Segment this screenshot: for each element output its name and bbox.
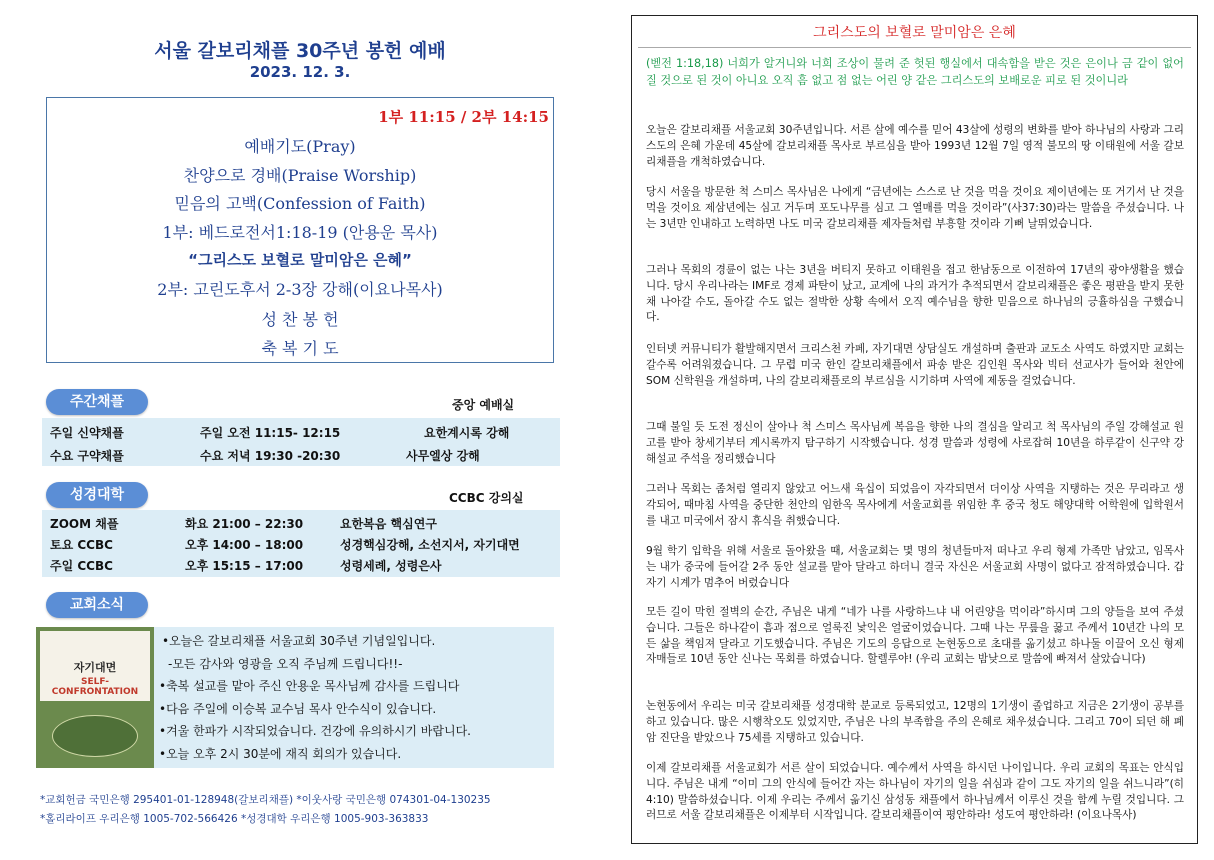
order-item: 축 복 기 도 [261,339,339,358]
book-title-english: SELF-CONFRONTATION [51,677,139,697]
order-item: 1부: 베드로전서1:18-19 (안용운 목사) [162,223,438,242]
service-times: 1부 11:15 / 2부 14:15 [378,108,549,126]
news-list [159,630,471,765]
table-cell: 수요 저녁 19:30 -20:30 [200,449,341,463]
table-cell: ZOOM 채플 [50,517,119,531]
account-info-1: *교회헌금 국민은행 295401-01-128948(갈보리채플) *이웃사랑 국민은행 074301-04-130235 [40,794,491,806]
page-title: 서울 갈보리채플 30주년 봉헌 예배 [154,40,446,62]
article-paragraph: 모든 길이 막힌 절벽의 순간, 주님은 내게 “네가 나를 사랑하느냐 내 어린양을 먹이라”하시며 그의 양들을 보여 주셨습니다. 그들은 하나같이 흠과 점으로 얼룩진 낯익은 얼굴이었습니다. 그때 나는 무릎을 꿇고 주께서 10년간 나의 모든 삶을 책임져 달라고 기도했습니다. 주님은 기도의 응답으로 논현동으로 초대를 옮기셨고 하나둘 이끌어 오신 형제자매들로 10년 동안 신나는 목회를 하였습니다. 할렐루야! (우리 교회는 밤낮으로 말씀에 빠져서 살았습니다) [646,606,1184,666]
news-item: •오늘은 갈보리채플 서울교회 30주년 기념일입니다. [162,634,436,648]
article-title: 그리스도의 보혈로 말미암은 은혜 [813,25,1016,41]
table-cell: 주일 CCBC [50,559,113,573]
article-paragraph: 그러나 목회의 경륜이 없는 나는 3년을 버티지 못하고 이태원을 접고 한남동으로 이전하여 17년의 광야생활을 했습니다. 당시 우리나라는 IMF로 경제 파탄이 났고, 교계에 나의 과거가 추적되면서 갈보리채플은 좋은 평판을 받지 못한 채 나아갈 수도, 돌아갈 수도 없는 절박한 상황 속에서 오직 예수님을 향한 믿음으로 하나님의 긍휼하심을 구했습니다. [646,264,1184,324]
news-item: •겨울 한파가 시작되었습니다. 건강에 유의하시기 바랍니다. [159,724,471,738]
table-cell: 주일 오전 11:15- 12:15 [200,426,341,440]
scripture-verse: (벧전 1:18,18) 너희가 알거니와 너희 조상이 물려 준 헛된 행실에서 대속함을 받은 것은 은이나 금 같이 없어질 것으로 된 것이 아니요 오직 흠 없고 점 없는 어린 양 같은 그리스도의 보배로운 피로 된 것이니라 [646,57,1184,87]
book-cover-image [36,627,154,768]
article-paragraph: 그러나 목회는 좀처럼 열리지 않았고 어느새 육십이 되었음이 자각되면서 더이상 사역을 지탱하는 것은 무리라고 생각되어, 때마침 사역을 중단한 천안의 임한옥 목사에게 서울교회를 위임한 후 중국 청도 해양대학 어학원에 입학원서를 내고 미국에서 잠시 휴식을 취했습니다. [646,483,1184,527]
sermon-title: “그리스도 보혈로 말미암은 은혜” [188,251,412,269]
news-item: •축복 설교를 맡아 주신 안용운 목사님께 감사를 드립니다 [159,679,460,693]
article-paragraph: 그때 불일 듯 도전 정신이 살아나 척 스미스 목사님께 복음을 향한 나의 결심을 알리고 척 목사님의 주일 강해설교 원고를 받아 창세기부터 계시록까지 탐구하기 시작했습니다. 성경 말씀과 성령에 사로잡혀 10년을 하루같이 신구약 강해설교 주석을 정리했습니다 [646,421,1184,465]
book-cover-top [40,631,150,701]
order-item: 예배기도(Pray) [244,137,356,156]
service-date: 2023. 12. 3. [249,63,351,81]
order-of-worship-box [46,97,554,363]
weekly-chapel-label: 주간채플 [46,389,148,415]
college-location: CCBC 강의실 [449,491,524,505]
book-cover-emblem [52,715,138,757]
church-news-label: 교회소식 [46,592,148,618]
order-item: 2부: 고린도후서 2-3장 강해(이요나목사) [157,280,443,299]
table-cell: 성경핵심강해, 소선지서, 자기대면 [340,538,520,552]
table-cell: 화요 21:00 – 22:30 [185,517,304,531]
news-item: -모든 감사와 영광을 오직 주님께 드립니다!!- [168,656,403,671]
order-item: 성 찬 봉 헌 [261,310,339,329]
table-cell: 요한계시록 강해 [424,426,510,440]
news-item: •다음 주일에 이승복 교수님 목사 안수식이 있습니다. [159,701,437,716]
weekly-location: 중앙 예배실 [452,398,515,412]
table-cell: 요한복음 핵심연구 [340,517,437,531]
article-paragraph: 인터넷 커뮤니티가 활발해지면서 크리스천 카페, 자기대면 상담실도 개설하며 출판과 교도소 사역도 하였지만 교회는 갈수록 어려워졌습니다. 그 무렵 미국 한인 갈보리채플에서 파송 받은 김인원 목사와 빅터 선교사가 들어와 천안에 SOM 신학원을 개설하며, 나의 갈보리채플로의 부르심을 시기하며 사역에 제동을 걸었습니다. [646,343,1184,387]
table-cell: 수요 구약채플 [50,449,124,463]
table-cell: 토요 CCBC [50,538,113,552]
title-divider [638,47,1191,48]
table-cell: 주일 신약채플 [50,426,124,440]
account-info-2: *홀리라이프 우리은행 1005-702-566426 *성경대학 우리은행 1005-903-363833 [40,813,429,825]
article-paragraph: 이제 갈보리채플 서울교회가 서른 살이 되었습니다. 예수께서 사역을 하시던 나이입니다. 우리 교회의 목표는 안식입니다. 주님은 내게 “이미 그의 안식에 들어간 자는 하나님이 자기의 일을 쉬심과 같이 그도 자기의 일을 쉬느니라”(히 4:10) 말씀하셨습니다. 이제 우리는 주께서 옮기신 삼성동 채플에서 하나님께서 이루신 것을 함께 누릴 것입니다. 그러므로 서울 갈보리채플은 이제부터 시작입니다. 갈보리채플이여 평안하라! 성도여 평안하라! (이요나목사) [646,762,1184,822]
article-paragraph: 당시 서울을 방문한 척 스미스 목사님은 나에게 “금년에는 스스로 난 것을 먹을 것이요 제이년에는 또 거기서 난 것을 먹을 것이요 제삼년에는 심고 거두며 포도나무를 심고 그 열매를 먹을 것이라”(사37:30)라는 말씀을 주셨습니다. 나는 3년만 인내하고 노력하면 나도 미국 갈보리채플 제자들처럼 부흥할 것이라 기뻐 날뛰었습니다. [646,186,1184,230]
news-item: •오늘 오후 2시 30분에 재직 회의가 있습니다. [159,746,402,761]
bible-college-label: 성경대학 [46,482,148,508]
table-cell: 오후 15:15 – 17:00 [185,559,304,573]
order-item: 믿음의 고백(Confession of Faith) [174,194,426,213]
article-paragraph: 오늘은 갈보리채플 서울교회 30주년입니다. 서른 살에 예수를 믿어 43살에 성령의 변화를 받아 하나님의 사랑과 그리스도의 은혜 가운데 45살에 갈보리채플 목사로 부르심을 받아 1993년 12월 7일 영적 불모의 땅 이태원에 서울 갈보리채플을 개척하였습니다. [646,124,1184,168]
article-paragraph: 논현동에서 우리는 미국 갈보리채플 성경대학 분교로 등록되었고, 12명의 1기생이 졸업하고 지금은 2기생이 공부를 하고 있습니다. 많은 시행착오도 있었지만, 주님은 나의 부족함을 주의 은혜로 채우셨습니다. 그리고 70이 되던 해 폐암 진단을 받았으나 75세를 지탱하고 있습니다. [646,700,1184,744]
book-title-korean: 자기대면 [73,661,117,674]
table-cell: 사무엘상 강해 [406,449,480,463]
sermon-article-box [631,15,1198,844]
table-cell: 성령세례, 성령은사 [340,559,442,573]
table-cell: 오후 14:00 – 18:00 [185,538,304,552]
order-item: 찬양으로 경배(Praise Worship) [183,166,417,185]
article-paragraph: 9월 학기 입학을 위해 서울로 돌아왔을 때, 서울교회는 몇 명의 청년들마저 떠나고 우리 형제 가족만 남았고, 임목사는 내가 중국에 들어갈 2주 동안 설교를 맡아 달라고 하더니 결국 자신은 서울교회 사명이 없다고 잠적하였습니다. 갑자기 시계가 멈추어 버렸습니다 [646,545,1184,589]
